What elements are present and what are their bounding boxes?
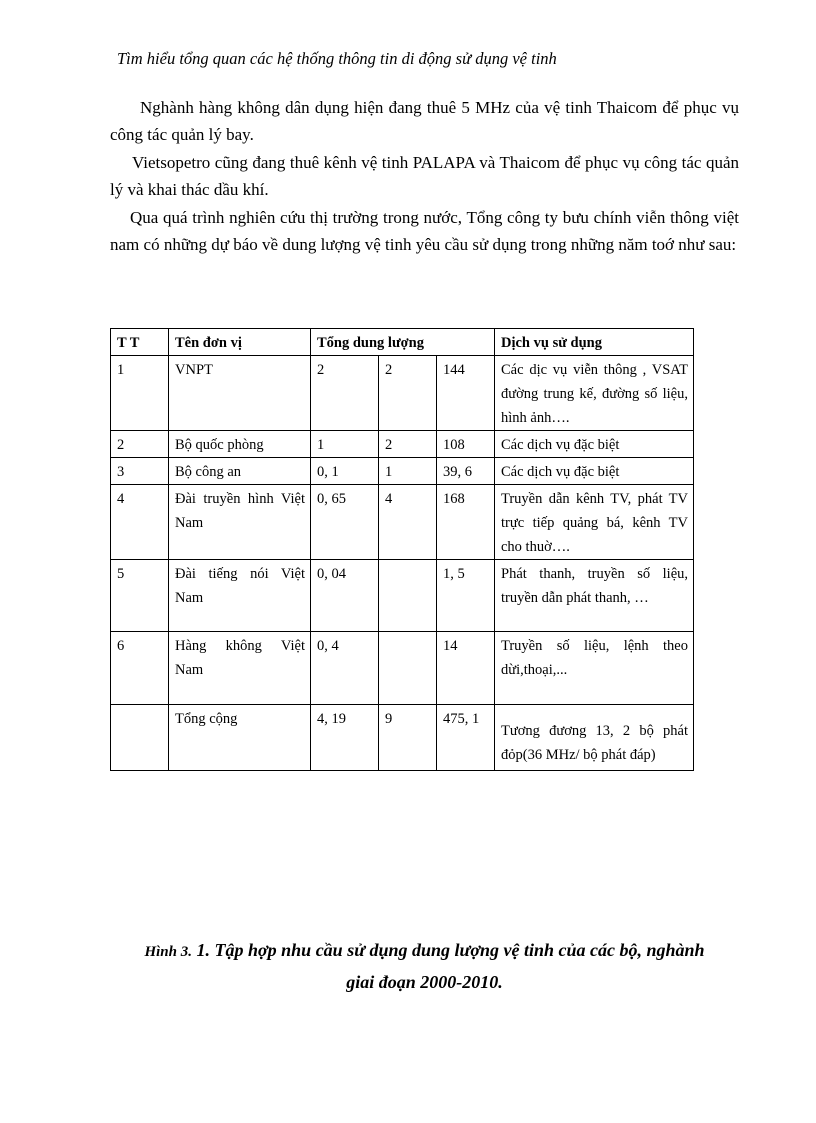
capacity-table [110, 328, 694, 771]
table-row [111, 458, 694, 485]
header-name: Tên đơn vị [169, 329, 311, 356]
cell-tt: 5 [111, 560, 169, 632]
cell-a: 2 [311, 356, 379, 431]
header-service: Dịch vụ sử dụng [495, 329, 694, 356]
page-header: Tìm hiểu tổng quan các hệ thống thông tin di động sử dụng vệ tinh [117, 49, 557, 68]
cell-tt: 1 [111, 356, 169, 431]
paragraph-forecast: Qua quá trình nghiên cứu thị trường trong nước, Tổng công ty bưu chính viễn thông việt nam có những dự báo về dung lượng vệ tinh yêu cầu sử dụng trong những năm toớ như sau: [110, 208, 739, 254]
cell-name: VNPT [169, 356, 311, 431]
header-tt: T T [111, 329, 169, 356]
table-row [111, 431, 694, 458]
cell-b: 9 [379, 705, 437, 771]
cell-tt: 4 [111, 485, 169, 560]
cell-a: 0, 4 [311, 632, 379, 705]
cell-service: Truyền dẫn kênh TV, phát TV trực tiếp quảng bá, kênh TV cho thuờ…. [495, 485, 694, 560]
cell-b: 2 [379, 356, 437, 431]
cell-service: Phát thanh, truyền số liệu, truyền dẫn phát thanh, … [495, 560, 694, 632]
cell-c: 168 [437, 485, 495, 560]
cell-c: 108 [437, 431, 495, 458]
cell-tt: 2 [111, 431, 169, 458]
table-row [111, 632, 694, 705]
cell-c: 14 [437, 632, 495, 705]
caption-line2: giai đoạn 2000-2010. [346, 972, 503, 992]
cell-c: 1, 5 [437, 560, 495, 632]
cell-service: Các dịc vụ viễn thông , VSAT đường trung kế, đường số liệu, hình ảnh…. [495, 356, 694, 431]
cell-name: Bộ quốc phòng [169, 431, 311, 458]
table-row [111, 485, 694, 560]
cell-name: Đài truyền hình Việt Nam [169, 485, 311, 560]
cell-tt [111, 705, 169, 771]
paragraph-vietsopetro: Vietsopetro cũng đang thuê kênh vệ tinh PALAPA và Thaicom để phục vụ công tác quản lý và khai thác dầu khí. [110, 153, 739, 199]
cell-tt: 3 [111, 458, 169, 485]
header-capacity: Tổng dung lượng [311, 329, 495, 356]
cell-a: 0, 04 [311, 560, 379, 632]
cell-b [379, 560, 437, 632]
cell-b: 1 [379, 458, 437, 485]
paragraph-aviation: Nghành hàng không dân dụng hiện đang thuê 5 MHz của vệ tinh Thaicom để phục vụ công tác quản lý bay. [110, 98, 739, 144]
cell-name: Bộ công an [169, 458, 311, 485]
cell-a: 0, 65 [311, 485, 379, 560]
table-row [111, 356, 694, 431]
cell-name: Đài tiếng nói Việt Nam [169, 560, 311, 632]
table-row [111, 560, 694, 632]
cell-c: 144 [437, 356, 495, 431]
cell-b: 4 [379, 485, 437, 560]
table-header-row [111, 329, 694, 356]
cell-service: Tương đương 13, 2 bộ phát đỏp(36 MHz/ bộ phát đáp) [495, 705, 694, 771]
cell-service: Các dịch vụ đặc biệt [495, 458, 694, 485]
cell-service: Truyền số liệu, lệnh theo dừi,thoại,... [495, 632, 694, 705]
cell-a: 0, 1 [311, 458, 379, 485]
cell-a: 1 [311, 431, 379, 458]
cell-b: 2 [379, 431, 437, 458]
cell-a: 4, 19 [311, 705, 379, 771]
table-total-row [111, 705, 694, 771]
cell-service: Các dịch vụ đặc biệt [495, 431, 694, 458]
caption-line1: 1. Tập hợp nhu cầu sử dụng dung lượng vệ tinh của các bộ, nghành [192, 940, 705, 960]
cell-tt: 6 [111, 632, 169, 705]
figure-caption [110, 935, 739, 997]
cell-name: Hàng không Việt Nam [169, 632, 311, 705]
cell-c: 475, 1 [437, 705, 495, 771]
cell-b [379, 632, 437, 705]
cell-name: Tổng cộng [169, 705, 311, 771]
cell-c: 39, 6 [437, 458, 495, 485]
caption-prefix: Hình 3. [144, 944, 192, 960]
